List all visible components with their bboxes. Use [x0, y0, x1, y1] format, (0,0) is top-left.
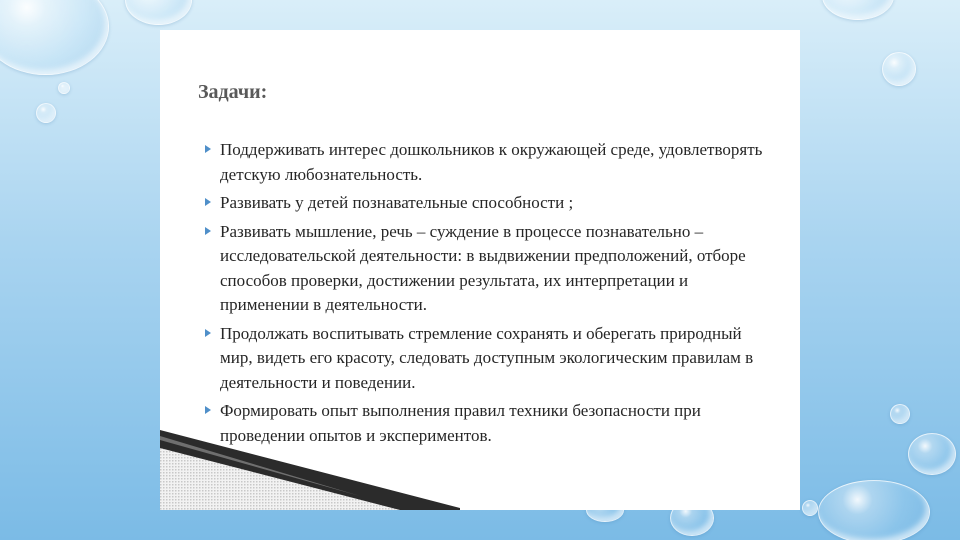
water-bubble: [802, 500, 818, 516]
water-bubble: [822, 0, 894, 20]
triangle-bullet-icon: [205, 198, 211, 206]
water-bubble: [818, 480, 930, 540]
triangle-bullet-icon: [205, 227, 211, 235]
list-item-text: Развивать мышление, речь – суждение в процессе познавательно – исследовательской деятельности: в выдвижении предположений, отборе способов проверки, достижении результата, их интерпретации и применении в деятельности.: [220, 221, 746, 314]
slide-heading: Задачи:: [198, 81, 268, 103]
triangle-bullet-icon: [205, 329, 211, 337]
water-bubble: [908, 433, 956, 475]
water-bubble: [36, 103, 56, 123]
water-bubble: [0, 0, 109, 75]
task-list: [205, 138, 765, 452]
list-item-text: Формировать опыт выполнения правил техники безопасности при проведении опытов и экспериментов.: [220, 401, 701, 445]
list-item-text: Развивать у детей познавательные способности ;: [220, 193, 574, 212]
list-item: [205, 138, 765, 187]
list-item-text: Поддерживать интерес дошкольников к окружающей среде, удовлетворять детскую любознательность.: [220, 140, 763, 184]
list-item: [205, 191, 765, 216]
triangle-bullet-icon: [205, 406, 211, 414]
water-bubble: [58, 82, 70, 94]
list-item: [205, 220, 765, 318]
slide-panel: [160, 30, 800, 510]
water-bubble: [890, 404, 910, 424]
water-bubble: [882, 52, 916, 86]
corner-swoosh-decoration: [160, 430, 460, 510]
list-item: [205, 322, 765, 396]
water-bubble: [125, 0, 192, 25]
list-item-text: Продолжать воспитывать стремление сохранять и оберегать природный мир, видеть его красоту, следовать доступным экологическим правилам в деятельности и поведении.: [220, 323, 754, 392]
triangle-bullet-icon: [205, 145, 211, 153]
